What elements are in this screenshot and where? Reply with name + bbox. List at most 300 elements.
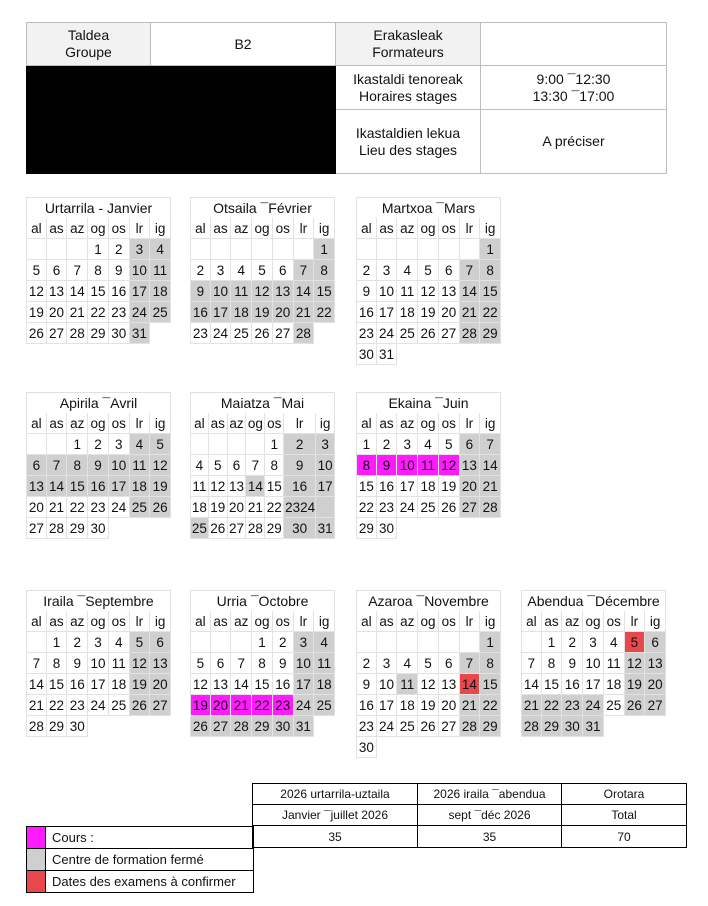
day-cell: 23 [356, 323, 377, 344]
weekday-header: az [397, 218, 418, 239]
day-cell: 17 [88, 674, 109, 695]
hours-morning: 9:00 ¯12:30 [536, 70, 611, 87]
day-cell: 25 [397, 323, 418, 344]
weekday-header: al [356, 413, 377, 434]
closed-day: 25 [130, 497, 151, 518]
empty-day [460, 239, 481, 260]
closed-day: 28 [480, 497, 501, 518]
day-cell: 16 [562, 674, 583, 695]
closed-day: 13 [150, 653, 171, 674]
weekday-header: lr [130, 611, 151, 632]
month-september [26, 590, 171, 737]
empty-day [67, 239, 88, 260]
closed-day: 11 [397, 674, 418, 695]
day-cell: 28 [246, 518, 265, 539]
month-grid [26, 611, 171, 737]
day-cell: 2 [273, 632, 294, 653]
day-cell: 31 [377, 344, 398, 365]
trainers-label [336, 23, 481, 66]
day-cell: 11 [190, 476, 209, 497]
closed-day: 21 [521, 695, 542, 716]
closed-day: 11 [150, 260, 171, 281]
day-cell: 26 [418, 323, 439, 344]
closed-day: 15 [480, 281, 501, 302]
closed-day: 11 [231, 281, 252, 302]
weekday-header: os [273, 218, 294, 239]
empty-day [231, 632, 252, 653]
day-cell: 23 [88, 497, 109, 518]
weekday-header: os [109, 611, 130, 632]
day-cell: 2 [562, 632, 583, 653]
closed-day: 23 [562, 695, 583, 716]
month-grid [356, 413, 501, 539]
group-label-fr: Groupe [65, 44, 112, 60]
closed-day: 16 [88, 476, 109, 497]
summary-value-total: 70 [562, 826, 687, 848]
closed-day: 20 [273, 302, 294, 323]
closed-day: 7 [460, 260, 481, 281]
weekday-header: az [231, 611, 252, 632]
day-cell: 25 [231, 323, 252, 344]
month-march [356, 197, 501, 365]
day-cell: 2 [356, 653, 377, 674]
course-day: 22 [252, 695, 273, 716]
day-cell: 28 [67, 323, 88, 344]
day-cell: 8 [265, 455, 284, 476]
day-cell: 17 [377, 302, 398, 323]
weekday-header: og [252, 611, 273, 632]
closed-day: 18 [314, 674, 335, 695]
weekday-header: az [562, 611, 583, 632]
day-cell: 17 [583, 674, 604, 695]
trainers-label-eu: Erakasleak [373, 27, 443, 43]
closed-day: 15 [480, 674, 501, 695]
day-cell: 19 [26, 302, 47, 323]
empty-day [356, 632, 377, 653]
redacted-block [151, 110, 336, 174]
day-cell: 13 [47, 281, 68, 302]
course-day: 10 [397, 455, 418, 476]
closed-day: 8 [480, 653, 501, 674]
closed-day: 22 [480, 695, 501, 716]
summary-sub-period2: sept ¯déc 2026 [418, 805, 562, 826]
month-january [26, 197, 171, 344]
day-cell: 27 [26, 518, 47, 539]
weekday-header: ig [480, 218, 501, 239]
day-cell: 19 [418, 302, 439, 323]
empty-day [190, 239, 211, 260]
weekday-header: ig [314, 218, 335, 239]
course-day: 20 [211, 695, 232, 716]
day-cell: 21 [67, 302, 88, 323]
day-cell: 7 [231, 653, 252, 674]
month-title: Iraila ¯Septembre [26, 590, 171, 611]
weekday-header: as [47, 413, 68, 434]
closed-day: 26 [625, 695, 646, 716]
closed-day [316, 497, 335, 518]
day-cell: 3 [397, 434, 418, 455]
month-grid [26, 413, 171, 539]
day-cell: 8 [542, 653, 563, 674]
day-cell: 20 [26, 497, 47, 518]
day-cell: 18 [604, 674, 625, 695]
weekday-header: al [356, 611, 377, 632]
month-grid [190, 218, 335, 344]
day-cell: 5 [190, 653, 211, 674]
closed-day: 5 [150, 434, 171, 455]
closed-day: 12 [130, 653, 151, 674]
closed-day: 25 [314, 695, 335, 716]
day-cell: 30 [67, 716, 88, 737]
month-title: Martxoa ¯Mars [356, 197, 501, 218]
closed-day: 28 [231, 716, 252, 737]
closed-day: 16 [190, 302, 211, 323]
closed-day: 13 [645, 653, 666, 674]
empty-day [273, 239, 294, 260]
day-cell: 2 [190, 260, 211, 281]
day-cell: 23 [190, 323, 211, 344]
month-title: Ekaina ¯Juin [356, 392, 501, 413]
closed-day: 3 [316, 434, 335, 455]
day-cell: 21 [26, 695, 47, 716]
closed-day: 6 [645, 632, 666, 653]
day-cell: 26 [252, 323, 273, 344]
weekday-header: ig [480, 413, 501, 434]
empty-day [47, 434, 68, 455]
empty-day [190, 632, 211, 653]
day-cell: 23 [67, 695, 88, 716]
closed-day: 22 [480, 302, 501, 323]
closed-day: 2 [284, 434, 316, 455]
closed-day: 28 [294, 323, 315, 344]
month-title: Urtarrila - Janvier [26, 197, 171, 218]
weekday-header: az [67, 218, 88, 239]
day-cell: 3 [583, 632, 604, 653]
day-cell: 4 [397, 260, 418, 281]
closed-day: 4 [130, 434, 151, 455]
weekday-header: az [67, 611, 88, 632]
weekday-header: os [265, 413, 284, 434]
legend-label-course: Cours : [46, 827, 254, 849]
closed-day: 19 [252, 302, 273, 323]
closed-day: 17 [130, 281, 151, 302]
weekday-header: az [397, 413, 418, 434]
weekday-header: al [190, 218, 211, 239]
closed-day: 10 [294, 653, 315, 674]
empty-day [418, 239, 439, 260]
day-cell: 2 [377, 434, 398, 455]
day-cell: 7 [26, 653, 47, 674]
empty-day [26, 632, 47, 653]
closed-day: 12 [625, 653, 646, 674]
day-cell: 11 [604, 653, 625, 674]
day-cell: 2 [67, 632, 88, 653]
day-cell: 9 [356, 674, 377, 695]
weekday-header: as [542, 611, 563, 632]
closed-day: 30 [273, 716, 294, 737]
closed-day: 18 [150, 281, 171, 302]
day-cell: 27 [439, 323, 460, 344]
day-cell: 2 [88, 434, 109, 455]
day-cell: 8 [88, 260, 109, 281]
day-cell: 21 [47, 497, 68, 518]
day-cell: 30 [356, 737, 377, 758]
weekday-header: ig [480, 611, 501, 632]
day-cell: 27 [47, 323, 68, 344]
closed-day: 26 [150, 497, 171, 518]
closed-day: 29 [480, 323, 501, 344]
month-november [356, 590, 501, 758]
day-cell: 5 [439, 434, 460, 455]
day-cell: 29 [356, 518, 377, 539]
closed-day: 6 [460, 434, 481, 455]
closed-day: 10 [211, 281, 232, 302]
day-cell: 1 [542, 632, 563, 653]
day-cell: 24 [377, 323, 398, 344]
day-cell: 18 [397, 695, 418, 716]
closed-day: 24 [294, 695, 315, 716]
closed-day: 17 [211, 302, 232, 323]
closed-day: 21 [460, 695, 481, 716]
weekday-header: lr [294, 218, 315, 239]
empty-day [521, 632, 542, 653]
closed-day: 16 [284, 476, 316, 497]
day-cell: 25 [418, 497, 439, 518]
legend-table [26, 826, 254, 893]
month-grid [356, 218, 501, 365]
place-value: A préciser [481, 110, 667, 174]
empty-day [397, 239, 418, 260]
day-cell: 7 [521, 653, 542, 674]
day-cell: 12 [418, 674, 439, 695]
hours-label-fr: Horaires stages [358, 87, 458, 104]
closed-day: 9 [284, 455, 316, 476]
closed-day: 15 [314, 281, 335, 302]
weekday-header: ig [645, 611, 666, 632]
exam-day: 14 [460, 674, 481, 695]
month-december [521, 590, 666, 737]
day-cell: 19 [418, 695, 439, 716]
weekday-header: og [246, 413, 265, 434]
closed-day: 4 [314, 632, 335, 653]
closed-day: 20 [150, 674, 171, 695]
closed-day: 7 [480, 434, 501, 455]
summary-sub-total: Total [562, 805, 687, 826]
closed-day: 24 [583, 695, 604, 716]
empty-day [356, 239, 377, 260]
day-cell: 16 [109, 281, 130, 302]
month-october [190, 590, 335, 737]
month-title: Urria ¯Octobre [190, 590, 335, 611]
weekday-header: og [418, 413, 439, 434]
empty-day [26, 239, 47, 260]
closed-day: 13 [460, 455, 481, 476]
day-cell: 14 [231, 674, 252, 695]
day-cell: 13 [439, 674, 460, 695]
weekday-header: os [109, 218, 130, 239]
day-cell: 12 [190, 674, 211, 695]
day-cell: 5 [418, 653, 439, 674]
legend-row-course [27, 827, 254, 849]
day-cell: 3 [377, 260, 398, 281]
summary-value-period1: 35 [253, 826, 418, 848]
weekday-header: og [88, 611, 109, 632]
day-cell: 5 [418, 260, 439, 281]
day-cell: 19 [209, 497, 228, 518]
closed-day: 10 [130, 260, 151, 281]
legend-row-closed [27, 849, 254, 871]
day-cell: 29 [47, 716, 68, 737]
closed-day: 30 [284, 518, 316, 539]
day-cell: 3 [377, 653, 398, 674]
hours-label [336, 66, 481, 110]
closed-day: 8 [67, 455, 88, 476]
day-cell: 10 [583, 653, 604, 674]
empty-day [190, 434, 209, 455]
day-cell: 29 [88, 323, 109, 344]
summary-head-total: Orotara [562, 784, 687, 805]
day-cell: 4 [190, 455, 209, 476]
closed-day: 22 [542, 695, 563, 716]
day-cell: 18 [418, 476, 439, 497]
day-cell: 15 [542, 674, 563, 695]
closed-day: 1 [480, 632, 501, 653]
day-cell: 10 [377, 281, 398, 302]
day-cell: 11 [109, 653, 130, 674]
course-day: 11 [418, 455, 439, 476]
closed-day: 17 [109, 476, 130, 497]
day-cell: 8 [47, 653, 68, 674]
group-value: B2 [151, 23, 336, 66]
closed-day: 24 [130, 302, 151, 323]
weekday-header: ig [150, 611, 171, 632]
weekday-header: os [273, 611, 294, 632]
closed-day: 8 [314, 260, 335, 281]
closed-day: 25 [150, 302, 171, 323]
weekday-header: ig [150, 218, 171, 239]
closed-day: 10 [316, 455, 335, 476]
day-cell: 18 [397, 302, 418, 323]
closed-day: 19 [625, 674, 646, 695]
month-title: Maiatza ¯Mai [190, 392, 335, 413]
day-cell: 27 [273, 323, 294, 344]
closed-day: 27 [460, 497, 481, 518]
day-cell: 12 [418, 281, 439, 302]
weekday-header: al [521, 611, 542, 632]
empty-day [246, 434, 265, 455]
hours-summary-table [252, 783, 687, 848]
redacted-block [27, 66, 151, 110]
closed-day: 5 [130, 632, 151, 653]
day-cell: 9 [273, 653, 294, 674]
weekday-header: og [88, 413, 109, 434]
day-cell: 10 [377, 674, 398, 695]
empty-day [47, 239, 68, 260]
course-day: 19 [190, 695, 211, 716]
day-cell: 9 [109, 260, 130, 281]
day-cell: 28 [26, 716, 47, 737]
month-grid [26, 218, 171, 344]
weekday-header: lr [625, 611, 646, 632]
day-cell: 26 [418, 716, 439, 737]
day-cell: 22 [67, 497, 88, 518]
weekday-header: al [356, 218, 377, 239]
closed-day: 29 [542, 716, 563, 737]
day-cell: 3 [109, 434, 130, 455]
weekday-header: as [377, 413, 398, 434]
day-cell: 9 [356, 281, 377, 302]
group-label-eu: Taldea [67, 27, 110, 43]
closed-day: 21 [480, 476, 501, 497]
day-cell: 1 [252, 632, 273, 653]
weekday-header: og [583, 611, 604, 632]
weekday-header: al [26, 413, 47, 434]
redacted-block [151, 66, 336, 110]
day-cell: 7 [67, 260, 88, 281]
weekday-header: lr [130, 218, 151, 239]
day-cell: 5 [252, 260, 273, 281]
day-cell: 15 [252, 674, 273, 695]
closed-day: 28 [521, 716, 542, 737]
day-cell: 6 [47, 260, 68, 281]
day-cell: 20 [47, 302, 68, 323]
closed-day: 19 [150, 476, 171, 497]
day-cell: 23 [377, 497, 398, 518]
empty-day [211, 632, 232, 653]
day-cell: 25 [109, 695, 130, 716]
day-cell: 23 [109, 302, 130, 323]
day-cell: 15 [88, 281, 109, 302]
day-cell: 2 [356, 260, 377, 281]
closed-day: 26 [190, 716, 211, 737]
closed-day: 12 [150, 455, 171, 476]
day-cell: 20 [439, 695, 460, 716]
month-grid [190, 413, 335, 539]
closed-day: 29 [480, 716, 501, 737]
empty-day [294, 239, 315, 260]
closed-day: 1 [314, 239, 335, 260]
day-cell: 30 [377, 518, 398, 539]
day-cell: 14 [521, 674, 542, 695]
day-cell: 13 [439, 281, 460, 302]
day-cell: 22 [356, 497, 377, 518]
weekday-header: lr [294, 611, 315, 632]
place-label [336, 110, 481, 174]
weekday-header: ig [150, 413, 171, 434]
day-cell: 3 [88, 632, 109, 653]
day-cell: 16 [273, 674, 294, 695]
day-cell: 12 [26, 281, 47, 302]
empty-day [439, 632, 460, 653]
empty-day [211, 239, 232, 260]
day-cell: 24 [88, 695, 109, 716]
closed-day: 27 [211, 716, 232, 737]
month-grid [190, 611, 335, 737]
place-label-fr: Lieu des stages [358, 141, 458, 158]
weekday-header: az [228, 413, 247, 434]
weekday-header: az [231, 218, 252, 239]
day-cell: 28 [47, 518, 68, 539]
day-cell: 16 [356, 695, 377, 716]
course-day: 9 [377, 455, 398, 476]
day-cell: 17 [377, 695, 398, 716]
weekday-header: as [377, 611, 398, 632]
weekday-header: as [211, 218, 232, 239]
day-cell: 22 [47, 695, 68, 716]
closed-day: 21 [460, 302, 481, 323]
day-cell: 16 [67, 674, 88, 695]
closed-day: 14 [294, 281, 315, 302]
